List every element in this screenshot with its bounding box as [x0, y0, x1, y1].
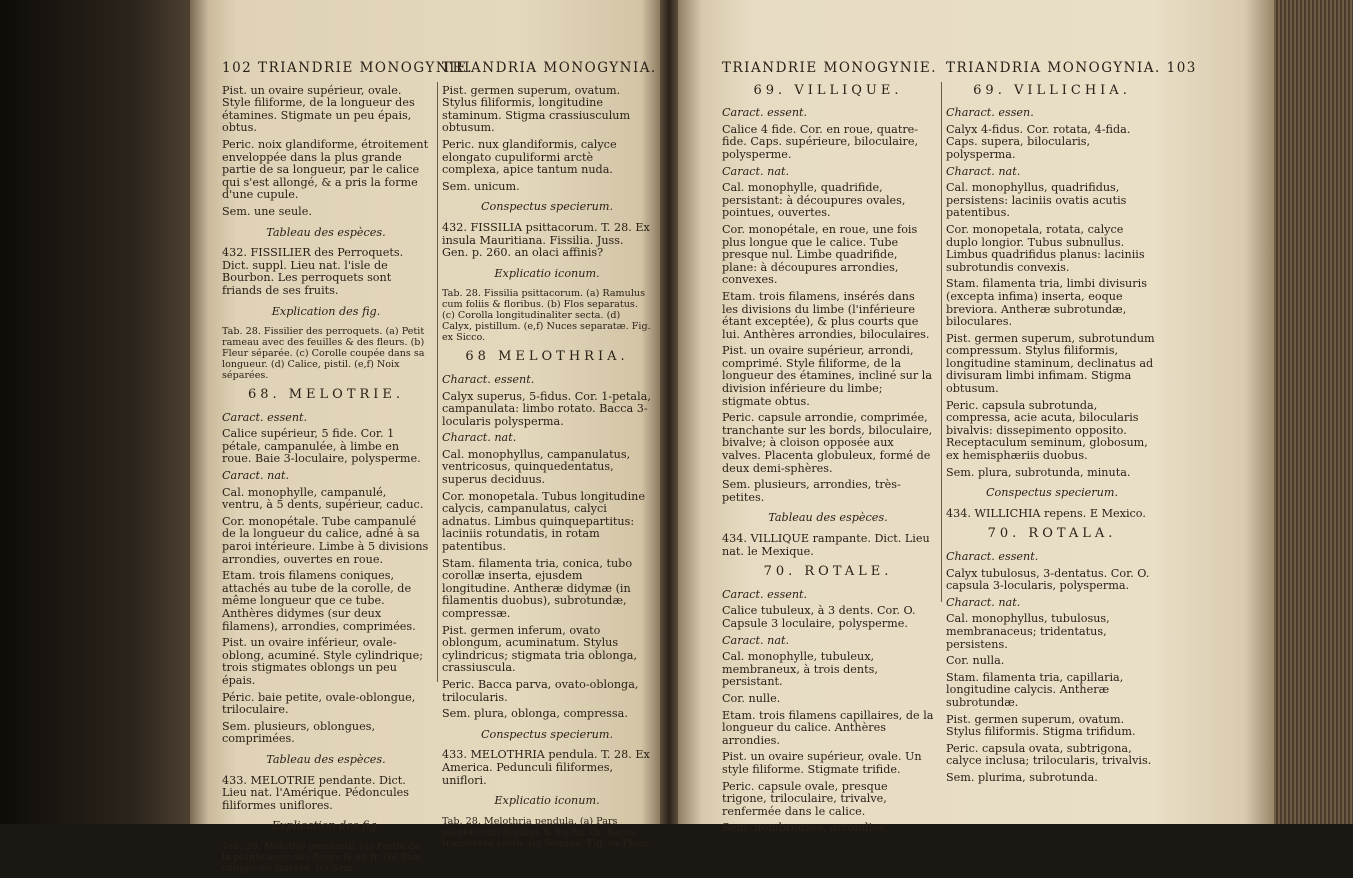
book-right-edge [1274, 0, 1353, 824]
text-block: Sem. plusieurs, oblongues, comprimées. [222, 719, 375, 746]
subheading: Charact. nat. [946, 595, 1021, 609]
column-divider-right [941, 82, 942, 602]
text-block: Calice 4 fide. Cor. en roue, quatre-fide. Caps. supérieure, biloculaire, polysperme. [722, 122, 919, 161]
subheading: Caract. nat. [722, 633, 790, 647]
text-block: Etam. trois filamens capillaires, de la longueur du calice. Anthères arrondies. [722, 708, 934, 747]
subheading: Charact. essent. [442, 372, 535, 386]
text-block: Sem. plurima, subrotunda. [946, 770, 1098, 784]
text-block: Cor. monopetala. Tubus longitudine calycis, campanulatus, calyci adnatus. Limbus quinquepartitus: laciniis rotundatis, in rotam patentibus. [442, 489, 645, 554]
text-block: Peric. noix glandiforme, étroitement enveloppée dans la plus grande partie de sa longueur, par le calice qui s'est allongé, & a pris la forme d'une cupule. [222, 137, 429, 202]
text-block: Péric. baie petite, ovale-oblongue, triloculaire. [222, 690, 416, 717]
species-entry: 433. MELOTHRIA pendula. T. 28. Ex America. Pedunculi filiformes, uniflori. [442, 748, 650, 787]
subheading: Charact. nat. [442, 431, 517, 445]
text-block: Peric. nux glandiformis, calyce elongato cupuliformi arctè complexa, apice tantum nuda. [442, 137, 617, 177]
subheading: Caract. essent. [722, 106, 808, 120]
text-block: Cor. nulle. [722, 691, 781, 705]
text-block: Sem. plusieurs, arrondies, très-petites. [722, 478, 901, 504]
subheading: Caract. nat. [722, 164, 790, 178]
section-heading: Explication des fig. [271, 819, 381, 833]
text-block: Pist. un ovaire supérieur, ovale. Un style filiforme. Stigmate trifide. [722, 750, 922, 776]
genus-heading: 69. VILLICHIA. [973, 82, 1131, 98]
text-block: Calice tubuleux, à 3 dents. Cor. O. Capsule 3 loculaire, polysperme. [722, 604, 916, 630]
genus-heading: 70. ROTALA. [987, 526, 1117, 542]
text-block: Cal. monophyllus, quadrifidus, persistens: laciniis ovatis acutis patentibus. [946, 181, 1127, 220]
figure-caption: Tab. 28. Melothria pendula. (a) Pars plantæ cum floribus & fructu. (b) Bacca transversè secta. (c) Semina. Fig. ex Plum. [442, 815, 651, 849]
text-block: Calyx 4-fidus. Cor. rotata, 4-fida. Caps. supera, bilocularis, polysperma. [946, 122, 1131, 161]
text-block: Sem. nombreuses, arrondies. [722, 821, 889, 835]
text-block: Peric. Bacca parva, ovato-oblonga, trilocularis. [442, 677, 639, 704]
text-block: Calyx superus, 5-fidus. Cor. 1-petala, campanulata: limbo rotato. Bacca 3-locularis polysperma. [442, 389, 651, 428]
column-divider-left [437, 82, 438, 682]
text-block: Peric. capsule arrondie, comprimée, tranchante sur les bords, biloculaire, bivalve; à cloison opposée aux valves. Placenta globuleux, formé de deux demi-sphères. [722, 411, 933, 475]
text-block: Sem. unicum. [442, 179, 520, 193]
text-block: Cal. monophylle, campanulé, ventru, à 5 dents, supérieur, caduc. [222, 485, 424, 512]
species-entry: 432. FISSILIER des Perroquets. Dict. suppl. Lieu nat. l'isle de Bourbon. Les perroquets sont friands de ses fruits. [222, 246, 404, 297]
text-block: Stam. filamenta tria, limbi divisuris (excepta infima) inserta, eoque breviora. Antheræ subrotundæ, biloculares. [946, 277, 1147, 329]
section-heading: Tableau des espèces. [266, 752, 386, 766]
genus-heading: 69. VILLIQUE. [753, 82, 903, 98]
species-entry: 434. VILLIQUE rampante. Dict. Lieu nat. le Mexique. [722, 532, 930, 558]
text-block: Cal. monophyllus, tubulosus, membranaceus; tridentatus, persistens. [946, 612, 1110, 651]
text-block: Cor. nulla. [946, 654, 1005, 668]
genus-heading: 68. MELOTRIE. [247, 387, 405, 403]
text-block: Cor. monopétale. Tube campanulé de la longueur du calice, adné à sa paroi intérieure. Limbe à 5 divisions arrondies, ouvertes en roue. [222, 514, 429, 566]
section-heading: Explicatio iconum. [494, 794, 600, 808]
text-block: Pist. un ovaire supérieur, arrondi, comprimé. Style filiforme, de la longueur des étamines, incliné sur la division inférieure du limbe; stigmate obtus. [722, 344, 933, 408]
text-block: Pist. un ovaire inférieur, ovale-oblong, acuminé. Style cylindrique; trois stigmates oblongs un peu épais. [222, 636, 423, 687]
text-block: Etam. trois filamens, insérés dans les divisions du limbe (l'inférieure étant exceptée), & plus courts que lui. Anthères arrondies, biloculaires. [722, 289, 930, 341]
figure-caption: Tab. 28. Fissilia psittacorum. (a) Ramulus cum foliis & floribus. (b) Flos separatus. (c) Corolla longitudinaliter secta. (d) Calyx, pistillum. (e,f) Nuces separatæ. Fig. ex Sicco. [442, 288, 651, 344]
page-header: 102 TRIANDRIE MONOGYNIE. [222, 60, 474, 76]
text-block: Pist. germen inferum, ovato oblongum, acuminatum. Stylus cylindricus; stigmata tria oblonga, crassiuscula. [442, 623, 638, 675]
section-heading: Tableau des espèces. [266, 225, 386, 239]
section-heading: Conspectus specierum. [481, 200, 613, 214]
text-block: Sem. plura, oblonga, compressa. [442, 707, 628, 721]
text-block: Stam. filamenta tria, capillaria, longitudine calycis. Antheræ subrotundæ. [946, 670, 1124, 709]
book-left-edge [0, 0, 190, 824]
text-block: Cor. monopétale, en roue, une fois plus longue que le calice. Tube presque nul. Limbe quadrifide, plane: à découpures arrondies, convexes. [722, 222, 918, 287]
text-block: Cal. monophyllus, campanulatus, ventricosus, quinquedentatus, superus deciduus. [442, 447, 631, 487]
subheading: Caract. nat. [222, 469, 290, 483]
subheading: Charact. essen. [946, 106, 1034, 120]
species-entry: 433. MELOTRIE pendante. Dict. Lieu nat. l'Amérique. Pédoncules filiformes uniflores. [222, 773, 410, 812]
page-header: TRIANDRIE MONOGYNIE. [722, 60, 938, 76]
page-102-latin-column [442, 60, 657, 853]
species-entry: 434. WILLICHIA repens. E Mexico. [946, 506, 1146, 520]
text-block: Calyx tubulosus, 3-dentatus. Cor. O. capsula 3-locularis, polysperma. [946, 566, 1150, 593]
book-gutter [660, 0, 678, 824]
text-block: Stam. filamenta tria, conica, tubo corollæ inserta, ejusdem longitudine. Antheræ didymæ (in filamentis duobus), subrotundæ, compressæ. [442, 556, 633, 620]
text-block: Peric. capsule ovale, presque trigone, triloculaire, trivalve, renfermée dans le calice. [722, 779, 888, 818]
page-header: TRIANDRIA MONOGYNIA. [442, 60, 657, 76]
section-heading: Conspectus specierum. [481, 727, 613, 741]
page-103-french-column [722, 60, 938, 839]
genus-heading: 68 MELOTHRIA. [465, 349, 629, 365]
text-block: Pist. germen superum, ovatum. Stylus filiformis, longitudine staminum. Stigma crassiusculum obtusum. [442, 83, 631, 135]
text-block: Etam. trois filamens coniques, attachés au tube de la corolle, de même longueur que ce tube. Anthères didymes (sur deux filamens), arrondies, comprimées. [222, 569, 416, 633]
subheading: Charact. essent. [946, 550, 1039, 563]
text-block: Pist. germen superum, subrotundum compressum. Stylus filiformis, longitudine staminum, declinatus ad divisuram limbi infimam. Stigma obtusum. [946, 331, 1155, 396]
figure-caption: Tab. 28. Fissilier des perroquets. (a) Petit rameau avec des feuilles & des fleurs. (b) Fleur séparée. (c) Corolle coupée dans sa longueur. (d) Calice, pistil. (e,f) Noix séparées. [222, 326, 425, 382]
genus-heading: 70. ROTALE. [763, 564, 893, 580]
text-block: Peric. capsula ovata, subtrigona, calyce inclusa; trilocularis, trivalvis. [946, 741, 1152, 768]
text-block: Pist. germen superum, ovatum. Stylus filiformis. Stigma trifidum. [946, 712, 1136, 739]
subheading: Charact. nat. [946, 164, 1021, 178]
species-entry: 432. FISSILIA psittacorum. T. 28. Ex insula Mauritiana. Fissilia. Juss. Gen. p. 260. an olaci affinis? [442, 220, 650, 260]
section-heading: Tableau des espèces. [768, 511, 888, 525]
text-block: Peric. capsula subrotunda, compressa, acie acuta, bilocularis bivalvis: dissepimento opposito. Receptaculum seminum, globosum, ex hemisphæriis duobus. [946, 398, 1148, 463]
section-heading: Conspectus specierum. [986, 486, 1118, 500]
text-block: Cor. monopetala, rotata, calyce duplo longior. Tubus subnullus. Limbus quadrifidus planus: laciniis subrotundis convexis. [946, 222, 1145, 274]
text-block: Cal. monophylle, quadrifide, persistant: à découpures ovales, pointues, ouvertes. [722, 181, 906, 220]
page-103-latin-column [946, 60, 1197, 789]
text-block: Cal. monophylle, tubuleux, membraneux, à trois dents, persistant. [722, 650, 878, 689]
subheading: Caract. essent. [722, 587, 808, 601]
subheading: Caract. essent. [222, 410, 308, 424]
section-heading: Explicatio iconum. [494, 266, 600, 280]
text-block: Pist. un ovaire supérieur, ovale. Style filiforme, de la longueur des étamines. Stigmate un peu épais, obtus. [222, 83, 415, 135]
page-header: TRIANDRIA MONOGYNIA. 103 [946, 60, 1197, 76]
text-block: Sem. une seule. [222, 204, 312, 218]
text-block: Calice supérieur, 5 fide. Cor. 1 pétale, campanulée, à limbe en roue. Baie 3-loculaire, polysperme. [222, 427, 421, 466]
text-block: Sem. plura, subrotunda, minuta. [946, 465, 1131, 479]
section-heading: Explication des fig. [271, 304, 381, 318]
figure-caption: Tab. 28. Melotrie pendante. (a) Partie de la plante avec des fleurs & un fr. (b) Baie coupée en travers. (c) Sem. [222, 840, 422, 874]
page-102-french-column [222, 60, 474, 878]
